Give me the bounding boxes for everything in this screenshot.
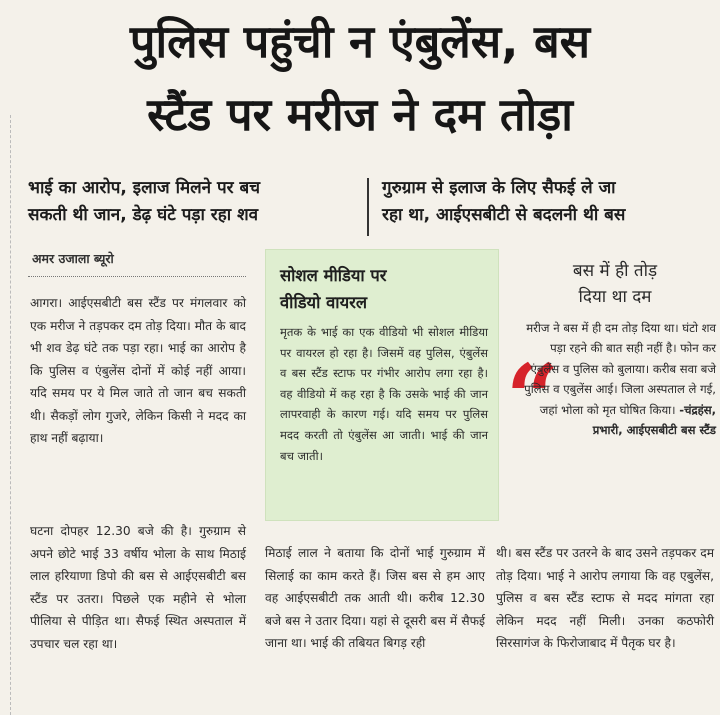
deck-left-line-2: सकती थी जान, डेढ़ घंटे पड़ा रहा शव xyxy=(28,205,259,225)
headline-line-2: स्टैंड पर मरीज ने दम तोड़ा xyxy=(147,88,573,141)
sidebar-box-body: मृतक के भाई का एक वीडियो भी सोशल मीडिया पर वायरल हो रहा है। जिसमें वह पुलिस, एंबुलेंस व बस स्टैंड स्टाफ पर गंभीर आरोप लगा रहा है। वह वीडियो में कह रहा है कि उसके भाई की जान लापरवाही के कारण गई। यदि समय पर पुलिस मदद करती तो एंबुलेंस आ जाती। भाई की जान बच जाती। xyxy=(280,325,488,463)
article-paragraph-1: आगरा। आईएसबीटी बस स्टैंड पर मंगलवार को एक मरीज ने तड़पकर दम तोड़ दिया। मौत के बाद भी शव डेढ़ घंटे तक पड़ा रहा। भाई का आरोप है कि पुलिस व एंबुलेंस दोनों में कोई नहीं आया। यदि समय पर ये मिल जाते तो जान बच सकती थी। सैकड़ों लोग गुजरे, लेकिन किसी ने मदद का हाथ नहीं बढ़ाया। xyxy=(30,296,246,445)
article-column-bottom-left: घटना दोपहर 12.30 बजे की है। गुरुग्राम से अपने छोटे भाई 33 वर्षीय भोला के साथ मिठाई लाल हरियाणा डिपो की बस से आईएसबीटी बस स्टैंड पर उतरा। पिछले एक महीने से भोला पीलिया से पीड़ित था। सैफई स्थित अस्पताल में उपचार चल रहा था। xyxy=(30,524,246,651)
deck-left xyxy=(28,175,363,229)
deck-right-line-2: रहा था, आईएसबीटी से बदलनी थी बस xyxy=(382,205,626,225)
byline: अमर उजाला ब्यूरो xyxy=(32,251,114,266)
sidebar-box-heading-line-2: वीडियो वायरल xyxy=(280,293,368,312)
deck-right xyxy=(382,175,712,229)
quote-body xyxy=(520,318,716,440)
quote-attribution: -चंद्रहंस, प्रभारी, आईएसबीटी बस स्टैंड xyxy=(592,402,716,438)
quote-mark-icon: “ xyxy=(506,344,559,452)
article-column-1 xyxy=(30,292,246,450)
article-column-bottom-middle: मिठाई लाल ने बताया कि दोनों भाई गुरुग्राम में सिलाई का काम करते हैं। जिस बस से हम आए वह आईएसबीटी तक आती थी। करीब 12.30 बजे बस ने उतार दिया। यहां से दूसरी बस में सैफई जाना था। भाई की तबियत बिगड़ रही xyxy=(265,546,485,650)
sidebar-box-heading-line-1: सोशल मीडिया पर xyxy=(280,266,387,285)
quote-heading xyxy=(515,258,715,310)
quote-heading-line-1: बस में ही तोड़ xyxy=(572,261,658,281)
sidebar-box-heading xyxy=(280,262,485,316)
page-edge-rule xyxy=(10,115,12,715)
quote-heading-line-2: दिया था दम xyxy=(578,287,652,307)
article-column-bottom-right: थी। बस स्टैंड पर उतरने के बाद उसने तड़पकर दम तोड़ दिया। भाई ने आरोप लगाया कि वह एबुलेंस, पुलिस व बस स्टैंड स्टाफ से मदद मांगता रहा लेकिन मदद नहीं मिली। उनका कठफोरी सिरसागंज के फिरोजाबाद में पैतृक घर है। xyxy=(496,546,714,650)
deck-divider xyxy=(367,178,369,236)
byline-rule xyxy=(28,276,246,277)
deck-left-line-1: भाई का आरोप, इलाज मिलने पर बच xyxy=(28,178,261,198)
headline-line-1: पुलिस पहुंची न एंबुलेंस, बस xyxy=(129,15,591,68)
quote-text: मरीज ने बस में ही दम तोड़ दिया था। घंटो शव पड़ा रहने की बात सही नहीं है। फोन कर एंबुलेंस व पुलिस को बुलाया। करीब सवा बजे पुलिस व एबुलेंस आई। जिला अस्पताल ले गई, जहां भोला को मृत घोषित किया। xyxy=(524,321,716,417)
deck-right-line-1: गुरुग्राम से इलाज के लिए सैफई ले जा xyxy=(382,178,616,198)
